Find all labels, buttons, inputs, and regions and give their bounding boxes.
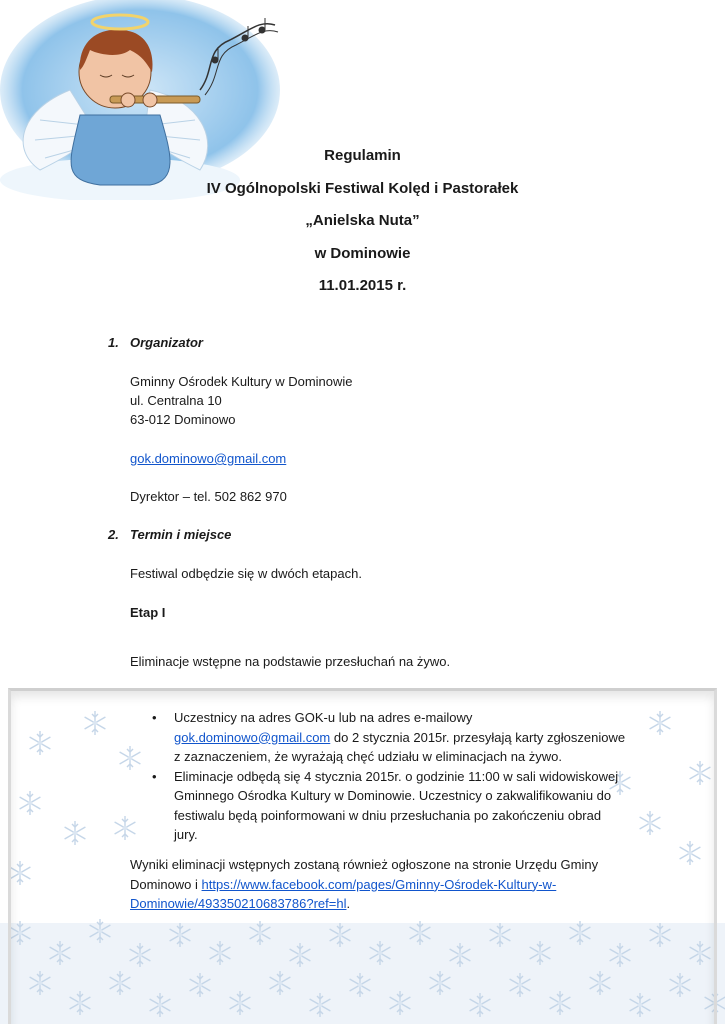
title-line: „Anielska Nuta” (305, 212, 420, 229)
bullet-text: do 2 stycznia 2015r. przesyłają karty zgłoszeniowe (330, 729, 626, 745)
bullet-text: Eliminacje odbędą się 4 stycznia 2015r. o godzinie 11:00 w sali widowiskowej (174, 768, 619, 784)
results-text: . (346, 896, 351, 911)
facebook-link[interactable]: https://www.facebook.com/pages/Gminny-Ośrodek-Kultury-w- (201, 876, 557, 892)
stage-description: Eliminacje wstępne na podstawie przesłuchań na żywo. (130, 654, 451, 669)
section-heading-organizer (108, 335, 203, 350)
bullet-text: Uczestnicy na adres GOK-u lub na adres e-mailowy (174, 710, 473, 725)
bullet-text: festiwalu będą poinformowani w dniu przesłuchania po zakończeniu obrad (174, 807, 602, 823)
list-item (150, 708, 650, 767)
bullet-text: Gminnego Ośrodka Kultury w Dominowie. Uczestnicy o zakwalifikowaniu do (174, 788, 612, 803)
bullet-text: z zaznaczeniem, że wyrażają chęć udziału w eliminacjach na żywo. (174, 749, 563, 764)
stage-title: Etap I (130, 605, 166, 620)
section-number: 2. (108, 527, 119, 542)
list-item (150, 767, 650, 845)
results-text: Dominowo i (130, 876, 202, 892)
title-line: Regulamin (324, 147, 401, 164)
bullet-text: jury. (174, 827, 198, 842)
title-line: 11.01.2015 r. (318, 277, 407, 294)
organizer-name: Gminny Ośrodek Kultury w Dominowie (130, 374, 353, 389)
bullet-icon: • (152, 768, 157, 784)
section-heading-date-place (108, 527, 231, 542)
section-title: Termin i miejsce (130, 527, 232, 542)
organizer-street: ul. Centralna 10 (130, 393, 222, 408)
document-title (160, 140, 565, 303)
section-number: 1. (108, 335, 119, 350)
stage-bullet-list (150, 708, 650, 845)
results-text: Wyniki eliminacji wstępnych zostaną również ogłoszone na stronie Urzędu Gminy (130, 857, 599, 872)
title-line: w Dominowie (314, 244, 411, 262)
bullet-icon: • (152, 710, 157, 725)
title-line: IV Ogólnopolski Festiwal Kolęd i Pastorałek (206, 179, 519, 197)
facebook-link-continued[interactable]: Dominowie/493350210683786?ref=hl (130, 896, 347, 911)
section-title: Organizator (130, 335, 203, 350)
results-paragraph (130, 855, 650, 914)
director-phone: Dyrektor – tel. 502 862 970 (130, 489, 287, 504)
organizer-email-link[interactable]: gok.dominowo@gmail.com (130, 451, 287, 466)
bullet-email-link[interactable]: gok.dominowo@gmail.com (174, 729, 331, 745)
organizer-city: 63-012 Dominowo (130, 412, 236, 427)
festival-intro: Festiwal odbędzie się w dwóch etapach. (130, 566, 362, 581)
